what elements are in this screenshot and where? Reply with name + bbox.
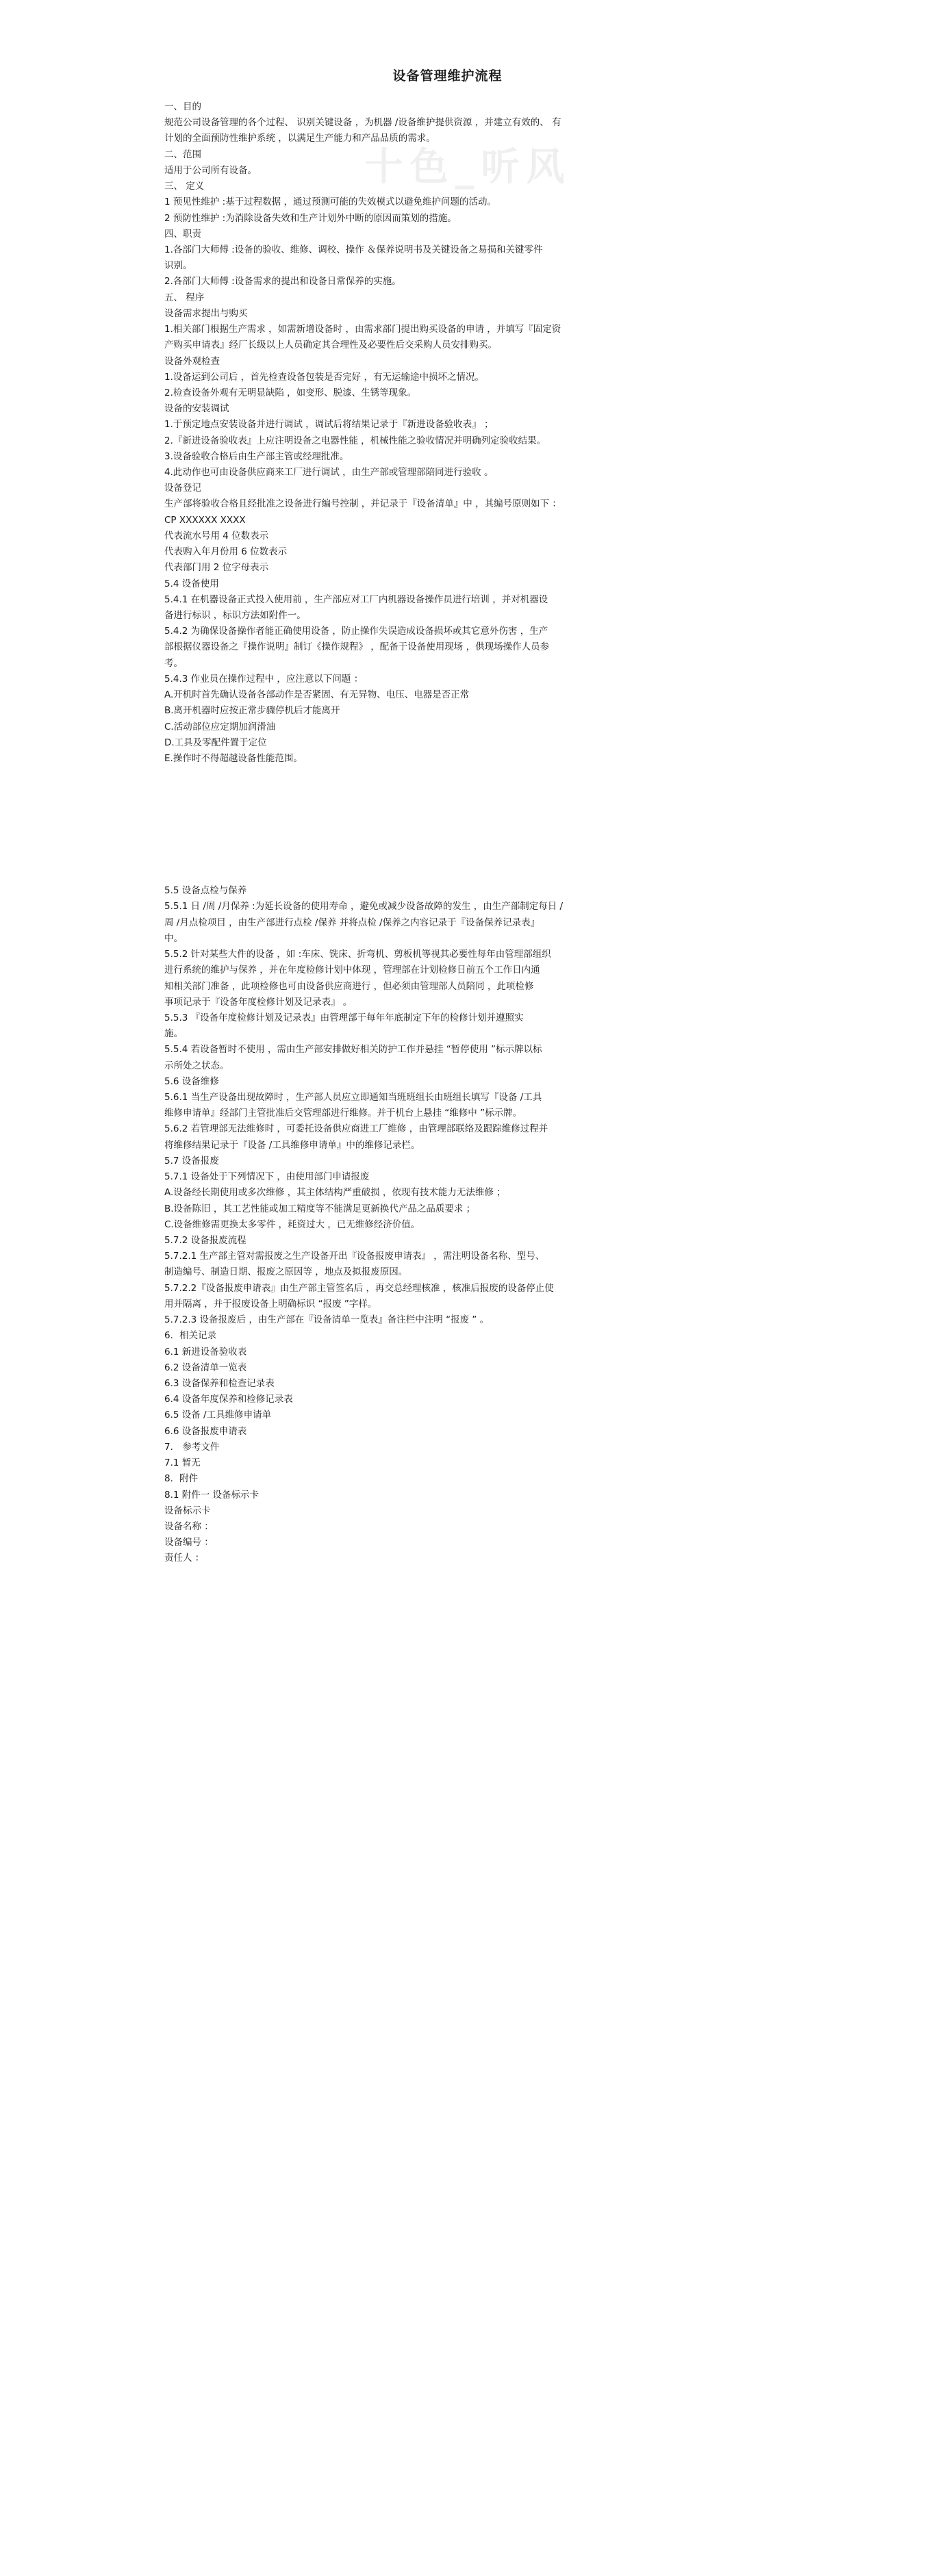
text-line: 5.7.1 设备处于下列情况下 ，由使用部门申请报废 xyxy=(164,1171,370,1183)
page-title: 设备管理维护流程 xyxy=(392,68,503,84)
text-line: 设备名称 ： xyxy=(164,1520,214,1532)
text-line: 周 /月点检项目 ，由生产部进行点检 /保养 并将点检 /保养之内容记录于『设备保养记录表』 xyxy=(164,917,540,928)
text-line: B.设备陈旧 ，其工艺性能或加工精度等不能满足更新换代产品之品质要求 ； xyxy=(164,1203,476,1214)
text-line: 五、 程序 xyxy=(164,292,205,303)
watermark: 十色_听风 xyxy=(364,145,572,190)
text-line: 维修申请单』经部门主管批准后交管理部进行维修。并于机台上悬挂 “维修中 ”标示牌。 xyxy=(164,1108,522,1119)
text-line: 备进行标识 ，标识方法如附件一。 xyxy=(164,610,306,621)
text-line: 7.1 暂无 xyxy=(164,1457,201,1469)
text-line: D.工具及零配件置于定位 xyxy=(164,737,267,748)
text-line: 1.相关部门根据生产需求 ，如需新增设备时 ，由需求部门提出购买设备的申请 ，并填写『固定资 xyxy=(164,324,561,335)
text-line: 6.5 设备 /工具维修申请单 xyxy=(164,1410,272,1421)
text-line: 5.7.2.1 生产部主管对需报废之生产设备开出『设备报废申请表』 ，需注明设备名称、型号、 xyxy=(164,1251,545,1262)
text-line: 知相关部门准备 ，此项检修也可由设备供应商进行 ，但必须由管理部人员陪同 ，此项检修 xyxy=(164,980,534,992)
text-line: 代表部门用 2 位字母表示 xyxy=(164,562,269,574)
text-line: 5.7.2.2『设备报废申请表』由生产部主管签名后 ，再交总经理核准 ，核准后报废的设备停止使 xyxy=(164,1282,554,1294)
page-break-spacer xyxy=(164,767,731,883)
text-line: 产购买申请表』经厂长级以上人员确定其合理性及必要性后交采购人员安排购买。 xyxy=(164,340,497,351)
text-line: 5.5.4 若设备暂时不使用 ，需由生产部安排做好相关防护工作并悬挂 “暂停使用 ”标示牌以标 xyxy=(164,1044,542,1056)
text-line: 7． 参考文件 xyxy=(164,1441,220,1453)
text-line: CP XXXXXX XXXX xyxy=(164,514,246,526)
text-line: A.开机时首先确认设备各部动作是否紧固、有无异物、电压、电器是否正常 xyxy=(164,689,470,701)
text-line: 5.4.2 为确保设备操作者能正确使用设备 ，防止操作失误造成设备损坏或其它意外伤害 ，生产 xyxy=(164,626,548,637)
text-line: 设备标示卡 xyxy=(164,1505,211,1516)
text-line: 6．相关记录 xyxy=(164,1330,217,1342)
text-line: C.活动部位应定期加润滑油 xyxy=(164,721,276,732)
text-line: 4.此动作也可由设备供应商来工厂进行调试 ，由生产部或管理部陪同进行验收 。 xyxy=(164,467,494,479)
text-line: 1.设备运到公司后 ，首先检查设备包装是否完好 ，有无运输途中损坏之情况。 xyxy=(164,371,484,383)
text-line: C.设备维修需更换太多零件 ，耗资过大 ，已无维修经济价值。 xyxy=(164,1219,420,1230)
text-line: 四、职责 xyxy=(164,228,201,240)
text-line: 2.『新进设备验收表』上应注明设备之电器性能 ，机械性能之验收情况并明确列定验收结果。 xyxy=(164,435,546,446)
text-line: 二、范围 xyxy=(164,149,201,160)
text-line: 规范公司设备管理的各个过程、 识别关键设备 ，为机器 /设备维护提供资源 ，并建立有效的、 有 xyxy=(164,117,561,129)
text-line: 识别。 xyxy=(164,260,192,272)
text-line: 8.1 附件一 设备标示卡 xyxy=(164,1489,260,1501)
text-line: 中。 xyxy=(164,932,183,944)
text-line: 6.3 设备保养和检查记录表 xyxy=(164,1377,275,1389)
text-line: E.操作时不得超越设备性能范围。 xyxy=(164,752,303,764)
text-line: 计划的全面预防性维护系统 ，以满足生产能力和产品品质的需求。 xyxy=(164,133,435,144)
text-line: 5.7 设备报废 xyxy=(164,1155,219,1166)
text-line: 设备外观检查 xyxy=(164,355,220,367)
text-line: 考。 xyxy=(164,657,183,669)
text-line: 设备需求提出与购买 xyxy=(164,307,248,319)
text-line: A.设备经长期使用或多次维修 ，其主体结构严重破损 ，依现有技术能力无法维修 ； xyxy=(164,1187,506,1199)
text-line: 5.6.1 当生产设备出现故障时 ，生产部人员应立即通知当班班组长由班组长填写『设备 /工具 xyxy=(164,1092,542,1104)
text-line: 3.设备验收合格后由生产部主管或经理批准。 xyxy=(164,450,349,462)
text-line: 责任人 ： xyxy=(164,1553,205,1564)
text-line: 8．附件 xyxy=(164,1473,199,1485)
text-line: 设备登记 xyxy=(164,483,201,494)
text-line: 部根据仪器设备之『操作说明』制订《操作规程》 ，配备于设备使用现场 ，供现场操作人员参 xyxy=(164,641,550,653)
text-line: B.离开机器时应按正常步骤停机后才能离开 xyxy=(164,705,340,717)
text-line: 代表购入年月份用 6 位数表示 xyxy=(164,546,288,558)
text-line: 1.于预定地点安装设备并进行调试 ，调试后将结果记录于『新进设备验收表』 ； xyxy=(164,419,494,431)
text-line: 事项记录于『设备年度检修计划及记录表』 。 xyxy=(164,996,353,1008)
text-line: 施。 xyxy=(164,1028,183,1040)
document-section-part2 xyxy=(164,883,731,1566)
text-line: 5.7.2 设备报废流程 xyxy=(164,1235,246,1246)
text-line: 用并隔离 ，并于报废设备上明确标识 “报废 ”字样。 xyxy=(164,1298,377,1310)
text-line: 三、 定义 xyxy=(164,181,205,192)
text-line: 适用于公司所有设备。 xyxy=(164,164,257,176)
text-line: 5.6.2 若管理部无法维修时 ，可委托设备供应商进工厂维修 ，由管理部联络及跟踪维修过程并 xyxy=(164,1123,548,1135)
text-line: 设备编号 ： xyxy=(164,1537,214,1548)
text-line: 制造编号、制造日期、报废之原因等 ，地点及拟报废原因。 xyxy=(164,1266,408,1278)
document-content xyxy=(164,66,731,1567)
text-line: 5.4.3 作业员在操作过程中 ，应注意以下问题 ： xyxy=(164,673,364,685)
text-line: 将维修结果记录于『设备 /工具维修申请单』中的维修记录栏。 xyxy=(164,1139,420,1151)
text-line: 6.2 设备清单一览表 xyxy=(164,1362,247,1373)
document-section-part1 xyxy=(164,99,731,767)
text-line: 示所处之状态。 xyxy=(164,1060,229,1071)
text-line: 代表流水号用 4 位数表示 xyxy=(164,530,269,541)
text-line: 1.各部门大师傅 :设备的验收、维修、调校、操作 ＆保养说明书及关键设备之易损和关键零件 xyxy=(164,244,543,255)
text-line: 5.5.3 『设备年度检修计划及记录表』由管理部于每年年底制定下年的检修计划并遵照实 xyxy=(164,1012,524,1023)
text-line: 5.5.2 针对某些大件的设备 ，如 :车床、铣床、折弯机、剪板机等视其必要性每年由管理部组织 xyxy=(164,949,551,960)
text-line: 2 预防性维护 :为消除设备失效和生产计划外中断的原因而策划的措施。 xyxy=(164,212,457,224)
text-line: 5.4.1 在机器设备正式投入使用前 ，生产部应对工厂内机器设备操作员进行培训 ，并对机器设 xyxy=(164,594,548,605)
text-line: 一、目的 xyxy=(164,101,201,112)
text-line: 6.4 设备年度保养和检修记录表 xyxy=(164,1394,293,1405)
text-line: 5.5.1 日 /周 /月保养 :为延长设备的使用寿命 ，避免或减少设备故障的发生 ，由生产部制定每日 / xyxy=(164,901,564,913)
text-line: 5.4 设备使用 xyxy=(164,578,219,589)
text-line: 设备的安装调试 xyxy=(164,403,229,415)
text-line: 5.6 设备维修 xyxy=(164,1075,219,1087)
text-line: 进行系统的维护与保养 ，并在年度检修计划中体现 ，管理部在计划检修日前五个工作日内通 xyxy=(164,965,540,976)
text-line: 1 预见性维护 :基于过程数据 ，通过预测可能的失效模式以避免维护问题的活动。 xyxy=(164,196,497,208)
text-line: 生产部将验收合格且经批准之设备进行编号控制 ，并记录于『设备清单』中 ，其编号原则如下 ： xyxy=(164,498,561,510)
text-line: 6.6 设备报废申请表 xyxy=(164,1425,247,1437)
text-line: 2.各部门大师傅 :设备需求的提出和设备日常保养的实施。 xyxy=(164,276,401,288)
text-line: 2.检查设备外观有无明显缺陷 ，如变形、脱漆、生锈等现象。 xyxy=(164,387,417,398)
text-line: 6.1 新进设备验收表 xyxy=(164,1346,247,1357)
text-line: 5.5 设备点检与保养 xyxy=(164,885,247,897)
text-line: 5.7.2.3 设备报废后 ，由生产部在『设备清单一览表』备注栏中注明 “报废 ” 。 xyxy=(164,1314,490,1326)
